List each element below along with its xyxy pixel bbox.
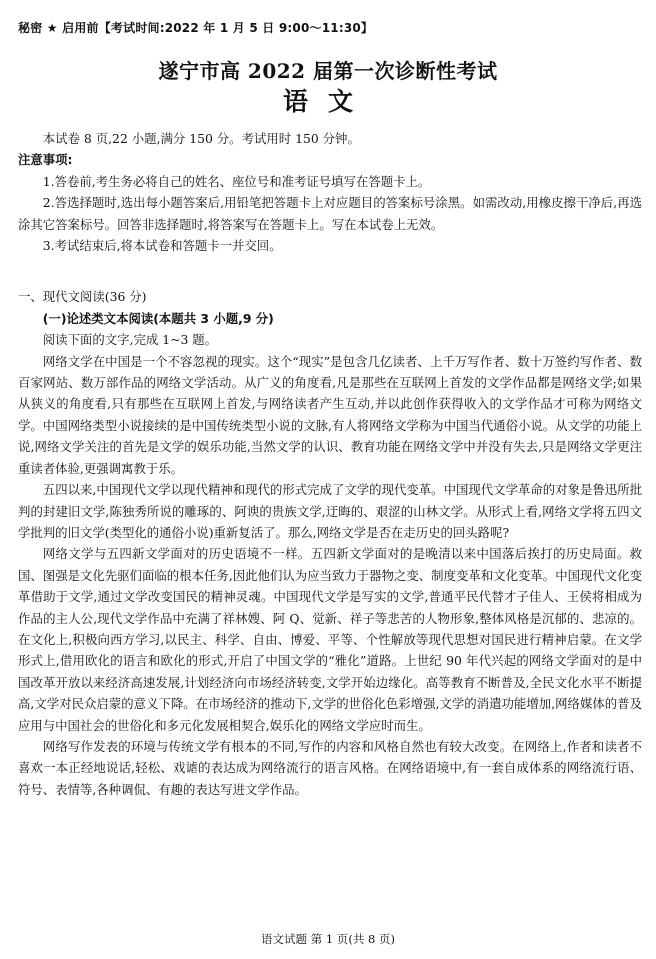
- notice-item: 1.答卷前,考生务必将自己的姓名、座位号和准考证号填写在答题卡上。: [42, 173, 431, 189]
- reading-instruction: 阅读下面的文字,完成 1~3 题。: [42, 332, 218, 348]
- notice-item: 3.考试结束后,将本试卷和答题卡一并交回。: [42, 238, 282, 254]
- exam-title: 遂宁市高 2022 届第一次诊断性考试: [158, 59, 498, 83]
- page-footer: 语文试题 第 1 页(共 8 页): [261, 932, 395, 946]
- sub-section-heading: (一)论述类文本阅读(本题共 3 小题,9 分): [42, 310, 274, 326]
- passage-paragraph: 网络写作发表的环境与传统文学有根本的不同,写作的内容和风格自然也有较大改变。在网络上,作者和读者不喜欢一本正经地说话,轻松、戏谑的表达成为网络流行的语言风格。在网络语境中,有一套自成体系的网络流行语、符号、表情等,各种调侃、有趣的表达写进文学作品。: [18, 738, 642, 797]
- exam-body: [18, 128, 642, 800]
- confidential-header: 秘密 ★ 启用前【考试时间:2022 年 1 月 5 日 9:00～11:30】: [18, 21, 374, 35]
- notice-item: 2.答选择题时,选出每小题答案后,用铅笔把答题卡上对应题目的答案标号涂黑。如需改动,用橡皮擦干净后,再选涂其它答案标号。回答非选择题时,将答案写在答题卡上。写在本试卷上无效。: [18, 195, 642, 232]
- passage-paragraph: 网络文学与五四新文学面对的历史语境不一样。五四新文学面对的是晚清以来中国落后挨打的历史局面。救国、图强是文化先驱们面临的根本任务,因此他们认为应当致力于器物之变、制度变革和文化变革。中国现代文化变革借助于文学,通过文学改变国民的精神灵魂。中国现代文学是写实的文学,普通平民代替才子佳人、王侯将相成为作品的主人公,现代文学作品中充满了祥林嫂、阿 Q、觉新、祥子等悲苦的人物形象,整体风格是沉郁的、悲凉的。在文化上,积极向西方学习,以民主、科学、自由、博爱、平等、个性解放等现代思想对国民进行精神启蒙。在文学形式上,借用欧化的语言和欧化的形式,开启了中国文学的“雅化”道路。上世纪 90 年代兴起的网络文学面对的是中国改革开放以来经济高速发展,计划经济向市场经济转变,文学开始边缘化。高等教育不断普及,全民文化水平不断提高,文学对民众启蒙的意义下降。在市场经济的推动下,文学的世俗化色彩增强,文学的消遣功能增加,网络媒体的普及应用与中国社会的世俗化和多元化发展相契合,娱乐化的网络文学应时而生。: [18, 546, 642, 733]
- intro-text: 本试卷 8 页,22 小题,满分 150 分。考试用时 150 分钟。: [42, 131, 360, 146]
- passage-paragraph: 网络文学在中国是一个不容忽视的现实。这个“现实”是包含几亿读者、上千万写作者、数十万签约写作者、数百家网站、数万部作品的网络文学活动。从广义的角度看,凡是那些在互联网上首发的文学作品都是网络文学;如果从狭义的角度看,只有那些在互联网上首发,与网络读者产生互动,并以此创作获得收入的文学作品才可称为网络文学。中国网络类型小说接续的是中国传统类型小说的文脉,有人将网络文学称为中国当代通俗小说。从文学的功能上说,网络文学关注的首先是文学的娱乐功能,当然文学的认识、教育功能在网络文学中并没有失去,只是网络文学更注重读者体验,更强调寓教于乐。: [18, 353, 642, 476]
- passage-paragraph: 五四以来,中国现代文学以现代精神和现代的形式完成了文学的现代变革。中国现代文学革命的对象是鲁迅所批判的封建旧文学,陈独秀所说的雕琢的、阿谀的贵族文学,迂晦的、艰涩的山林文学。从形式上看,网络文学将五四文学批判的旧文学(类型化的通俗小说)重新复活了。那么,网络文学是否在走历史的回头路呢?: [18, 482, 642, 540]
- notice-title: 注意事项:: [18, 152, 73, 168]
- section-heading: 一、现代文阅读(36 分): [18, 289, 147, 305]
- exam-subject: 语文: [282, 87, 373, 116]
